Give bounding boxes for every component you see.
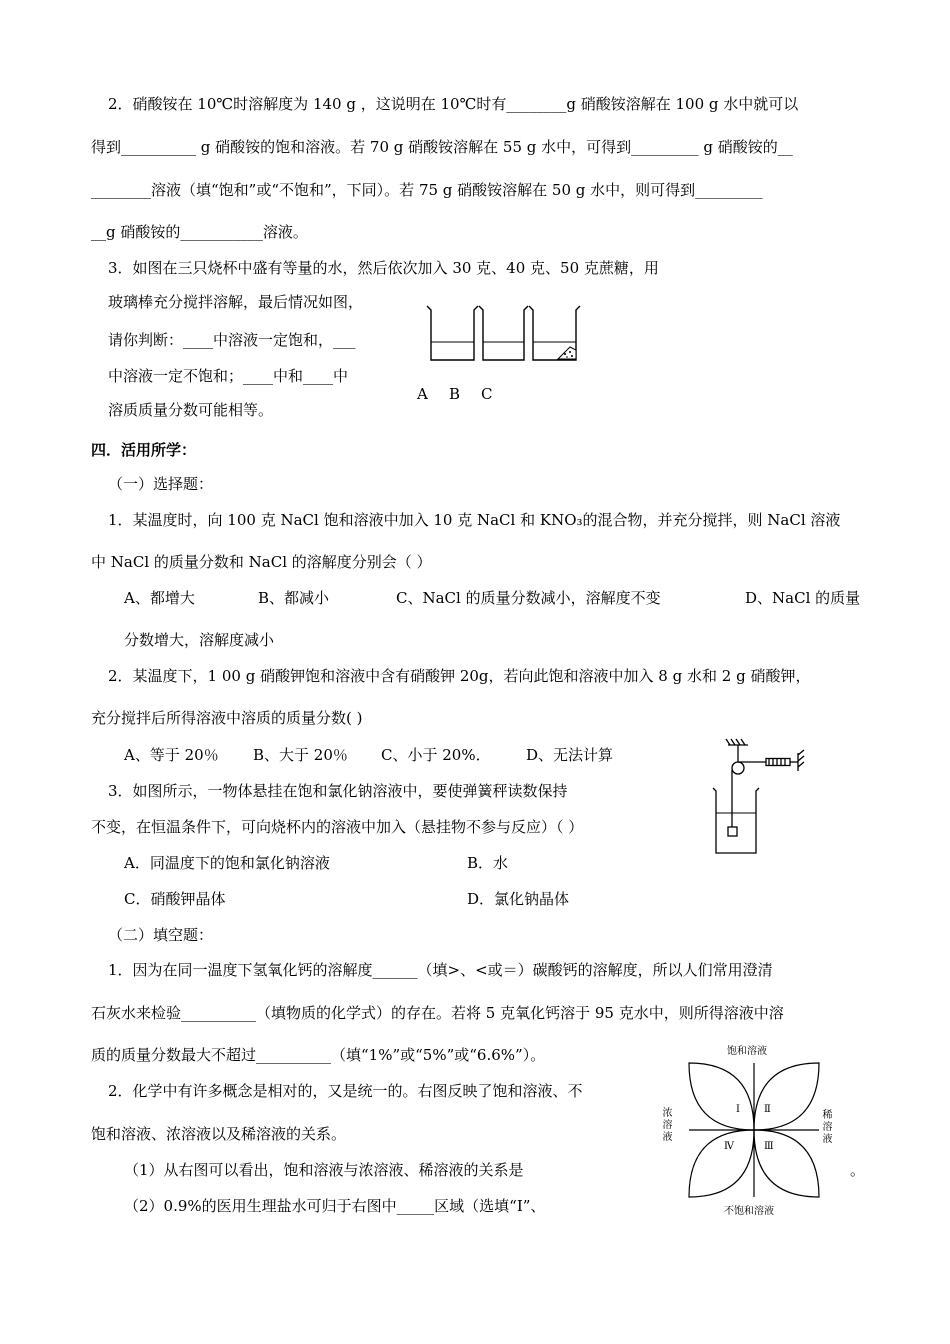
- q2-line-2: 得到__________ g 硝酸铵的饱和溶液。若 70 g 硝酸铵溶解在 55 g 水中，可得到_________ g 硝酸铵的__: [91, 138, 793, 156]
- fill2-line-4: （2）0.9%的医用生理盐水可归于右图中_____区域（选填“Ⅰ”、: [124, 1197, 546, 1215]
- mc3-option-c: C．硝酸钾晶体: [124, 890, 226, 908]
- diagram-region-2: Ⅱ: [764, 1104, 771, 1115]
- relationship-diagram: [674, 1055, 834, 1205]
- beaker-a: [427, 306, 478, 360]
- mc2-line-2: 充分搅拌后所得溶液中溶质的质量分数( ): [91, 709, 363, 727]
- q2-line-1: 2．硝酸铵在 10℃时溶解度为 140 g ，这说明在 10℃时有________g 硝酸铵溶解在 100 g 水中就可以: [108, 95, 799, 113]
- mc1-line-2: 中 NaCl 的质量分数和 NaCl 的溶解度分别会（ ）: [91, 553, 432, 571]
- beaker-label-c: C: [481, 385, 493, 403]
- spring-balance-figure: [704, 735, 814, 860]
- q3-line-5: 溶质质量分数可能相等。: [108, 401, 274, 419]
- mc2-option-a: A、等于 20％: [124, 746, 219, 764]
- mc3-option-a: A．同温度下的饱和氯化钠溶液: [124, 854, 330, 872]
- q3-line-1: 3．如图在三只烧杯中盛有等量的水，然后依次加入 30 克、40 克、50 克蔗糖，用: [108, 259, 659, 277]
- diagram-region-1: Ⅰ: [736, 1104, 740, 1115]
- mc3-line-2: 不变，在恒温条件下，可向烧杯内的溶液中加入（悬挂物不参与反应）（ ）: [91, 818, 584, 836]
- q2-line-3: ________溶液（填“饱和”或“不饱和”，下同）。若 75 g 硝酸铵溶解在 50 g 水中，则可得到_________: [91, 181, 763, 199]
- beaker-b: [479, 306, 528, 360]
- fill2-line-3-end: 。: [850, 1161, 866, 1179]
- q3-line-2: 玻璃棒充分搅拌溶解，最后情况如图，: [108, 293, 364, 311]
- subsection-choice: （一）选择题：: [108, 475, 214, 493]
- diagram-label-concentrated: 浓溶液: [662, 1108, 673, 1143]
- fill1-line-3: 质的质量分数最大不超过__________（填“1%”或“5%”或“6.6%”）。: [91, 1046, 546, 1064]
- diagram-region-3: Ⅲ: [764, 1141, 774, 1152]
- fill1-line-1: 1．因为在同一温度下氢氧化钙的溶解度______（填>、<或＝）碳酸钙的溶解度，所以人们常用澄清: [108, 961, 773, 979]
- mc1-option-d-cont: 分数增大，溶解度减小: [124, 631, 275, 649]
- q3-line-4: 中溶液一定不饱和；____中和____中: [108, 367, 349, 385]
- fill2-line-1: 2．化学中有许多概念是相对的，又是统一的。右图反映了饱和溶液、不: [108, 1082, 583, 1100]
- beaker-label-b: B: [449, 385, 461, 403]
- mc2-option-b: B、大于 20％: [253, 746, 348, 764]
- diagram-label-unsaturated: 不饱和溶液: [724, 1206, 774, 1217]
- fill1-line-2: 石灰水来检验__________（填物质的化学式）的存在。若将 5 克氧化钙溶于 95 克水中，则所得溶液中溶: [91, 1004, 784, 1022]
- mc3-line-1: 3．如图所示，一物体悬挂在饱和氯化钠溶液中，要使弹簧秤读数保持: [108, 782, 568, 800]
- fill2-line-3: （1）从右图可以看出，饱和溶液与浓溶液、稀溶液的关系是: [124, 1161, 524, 1179]
- beakers-figure: [424, 302, 584, 366]
- q2-line-4: __g 硝酸铵的___________溶液。: [91, 223, 308, 241]
- mc3-option-d: D．氯化钠晶体: [467, 890, 570, 908]
- mc1-option-c: C、NaCl 的质量分数减小，溶解度不变: [396, 589, 661, 607]
- mc1-option-d: D、NaCl 的质量: [745, 589, 861, 607]
- subsection-fill: （二）填空题：: [108, 926, 214, 944]
- fill2-line-2: 饱和溶液、浓溶液以及稀溶液的关系。: [91, 1125, 347, 1143]
- mc2-option-c: C、小于 20%．: [381, 746, 491, 764]
- mc3-option-b: B．水: [467, 854, 509, 872]
- diagram-label-saturated: 饱和溶液: [727, 1046, 767, 1057]
- diagram-region-4: Ⅳ: [724, 1141, 734, 1152]
- mc2-line-1: 2．某温度下，1 00 g 硝酸钾饱和溶液中含有硝酸钾 20g，若向此饱和溶液中加入 8 g 水和 2 g 硝酸钾，: [108, 667, 811, 685]
- section-title: 四．活用所学：: [91, 441, 197, 459]
- beaker-label-a: A: [417, 385, 428, 403]
- mc1-option-a: A、都增大: [124, 589, 195, 607]
- mc1-option-b: B、都减小: [258, 589, 330, 607]
- diagram-label-dilute: 稀溶液: [822, 1110, 833, 1145]
- mc2-option-d: D、无法计算: [526, 746, 614, 764]
- q3-line-3: 请你判断：____中溶液一定饱和，___: [108, 331, 356, 349]
- mc1-line-1: 1．某温度时，向 100 克 NaCl 饱和溶液中加入 10 克 NaCl 和 KNO₃的混合物，并充分搅拌，则 NaCl 溶液: [108, 511, 841, 529]
